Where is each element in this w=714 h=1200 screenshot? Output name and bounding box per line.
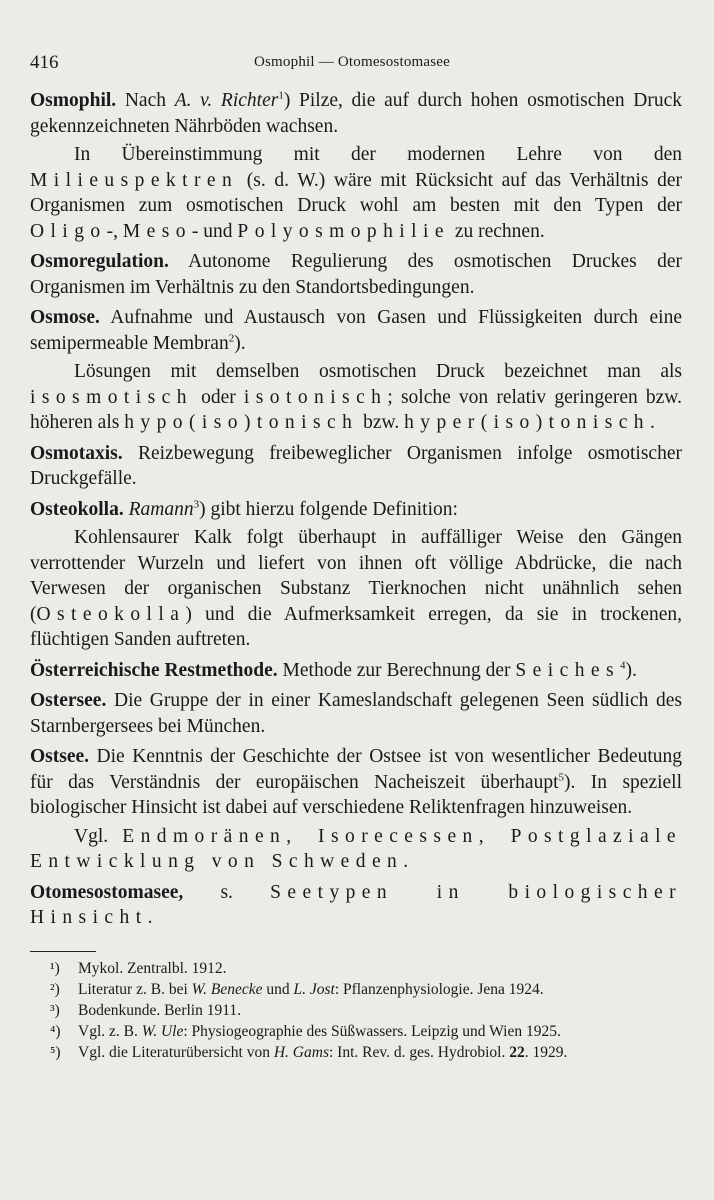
footnote-rule: [30, 951, 96, 952]
page-number: 416: [30, 52, 59, 73]
paragraph: Lösungen mit demselben osmotischen Druck bezeichnet man als isosmotisch oder isotonisch; solche von relativ geringeren bzw. höheren als hypo(iso)tonisch bzw. hyper(iso)tonisch.: [30, 361, 682, 433]
footnote-ref: 4: [620, 659, 626, 671]
headword: Osteokolla.: [30, 498, 124, 520]
author-name: W. Benecke: [191, 980, 263, 998]
spaced-term: Osteokolla: [36, 603, 186, 625]
page-body: [30, 88, 682, 1063]
footnote: ⁴) Vgl. z. B. W. Ule: Physiogeographie des Süßwassers. Leipzig und Wien 1925.: [50, 1022, 561, 1040]
author-name: Ramann: [128, 498, 194, 520]
entry-ostersee: Ostersee. Die Gruppe der in einer Kameslandschaft gelegenen Seen südlich des Starnbergersees bei München.: [30, 690, 682, 737]
entry-osmotaxis: Osmotaxis. Reizbewegung freibeweglicher Organismen infolge osmotischer Druckgefälle.: [30, 442, 682, 489]
entry-restmethode: Österreichische Restmethode. Methode zur Berechnung der Seiches$^4$).: [30, 659, 637, 681]
spaced-term: Oligo: [30, 220, 107, 242]
volume-number: 22: [509, 1043, 525, 1061]
entry-osteokolla: Osteokolla. Ramann$^3$) gibt hierzu folgende Definition:: [30, 498, 458, 520]
footnote-ref: 2: [228, 332, 235, 344]
running-head: Osmophil — Otomesostomasee: [253, 54, 451, 70]
footnote: ⁵) Vgl. die Literaturübersicht von H. Gams: Int. Rev. d. ges. Hydrobiol. 22. 1929.: [50, 1043, 568, 1061]
spaced-term: Seetypen in biologischer Hinsicht: [30, 881, 683, 928]
quotation-paragraph: Kohlensaurer Kalk folgt überhaupt in auffälliger Weise den Gängen verrottender Wurzeln und liefert von ihnen oft völlige Abdrücke, die nach Verwesen der organischen Substanz Tierknochen nicht unähnlich sehen (Osteokolla) und die Aufmerksamkeit erregen, da sie in trockenen, flüchtigen Sanden auftreten.: [30, 527, 682, 650]
footnote-ref: 3: [193, 498, 200, 510]
spaced-term: Milieuspektren: [30, 169, 239, 191]
spaced-term: Endmoränen, Isorecessen, Postglaziale Entwicklung von Schweden: [30, 825, 683, 872]
footnote-mark: ⁴): [50, 1022, 61, 1040]
spaced-term: isotonisch: [243, 386, 388, 408]
footnote: ³) Bodenkunde. Berlin 1911.: [50, 1001, 242, 1019]
author-name: W. Ule: [141, 1022, 184, 1040]
spaced-term: hyper(iso)tonisch: [404, 412, 650, 433]
footnotes: [30, 958, 682, 1063]
headword: Osmophil.: [30, 90, 117, 111]
author-name: H. Gams: [273, 1043, 329, 1061]
footnote-mark: ²): [50, 980, 60, 998]
spaced-term: Meso: [122, 220, 192, 242]
headword: Ostsee.: [30, 746, 90, 767]
author-name: A. v. Richter: [174, 90, 279, 111]
paragraph: In Übereinstimmung mit der modernen Lehre von den Milieuspektren (s. d. W.) wäre mit Rücksicht auf das Verhältnis der Organismen zum osmotischen Druck wohl am besten mit den Typen der Oligo-, Meso- und Polyosmophilie zu rechnen.: [30, 144, 682, 242]
headword: Ostersee.: [30, 690, 107, 711]
entry-osmose: Osmose. Aufnahme und Austausch von Gasen und Flüssigkeiten durch eine semipermeable Membran$^2$).: [30, 307, 682, 354]
author-name: L. Jost: [293, 980, 335, 998]
footnote-mark: ⁵): [50, 1043, 61, 1061]
page-header: [30, 50, 674, 76]
spaced-term: hypo(iso)tonisch: [124, 412, 359, 433]
footnote: ²) Literatur z. B. bei W. Benecke und L. Jost: Pflanzenphysiologie. Jena 1924.: [50, 980, 544, 998]
entry-ostsee: Ostsee. Die Kenntnis der Geschichte der Ostsee ist von wesentlicher Bedeutung für das Verständnis der europäischen Nacheiszeit überhaupt$^5$). In speziell biologischer Hinsicht ist dabei auf verschiedene Reliktenfragen hinzuweisen.: [30, 746, 683, 818]
headword: Otomesostomasee,: [30, 881, 184, 903]
entry-otomesostomasee: Otomesostomasee, s. Seetypen in biologischer Hinsicht.: [30, 881, 683, 928]
spaced-term: Seiches: [515, 659, 620, 681]
footnote-ref: 1: [278, 89, 284, 102]
footnote-ref: 5: [558, 771, 565, 783]
footnote-mark: ¹): [50, 959, 60, 977]
headword: Osmose.: [30, 307, 100, 328]
entry-osmoregulation: Osmoregulation. Autonome Regulierung des osmotischen Druckes der Organismen im Verhältnis zu den Standortsbedingungen.: [30, 251, 682, 298]
spaced-term: isosmotisch: [30, 386, 193, 408]
headword: Österreichische Restmethode.: [30, 659, 278, 681]
entry-osmophil: Osmophil. Nach A. v. Richter$^1$) Pilze, die auf durch hohen osmotischen Druck gekennzeichneten Nährböden wachsen.: [30, 89, 682, 137]
cross-reference: Vgl. Endmoränen, Isorecessen, Postglaziale Entwicklung von Schweden.: [30, 825, 683, 872]
headword: Osmoregulation.: [30, 251, 169, 272]
spaced-term: Polyosmophilie: [237, 220, 450, 242]
footnote-mark: ³): [50, 1001, 60, 1019]
headword: Osmotaxis.: [30, 442, 123, 464]
footnote: ¹) Mykol. Zentralbl. 1912.: [50, 959, 227, 977]
